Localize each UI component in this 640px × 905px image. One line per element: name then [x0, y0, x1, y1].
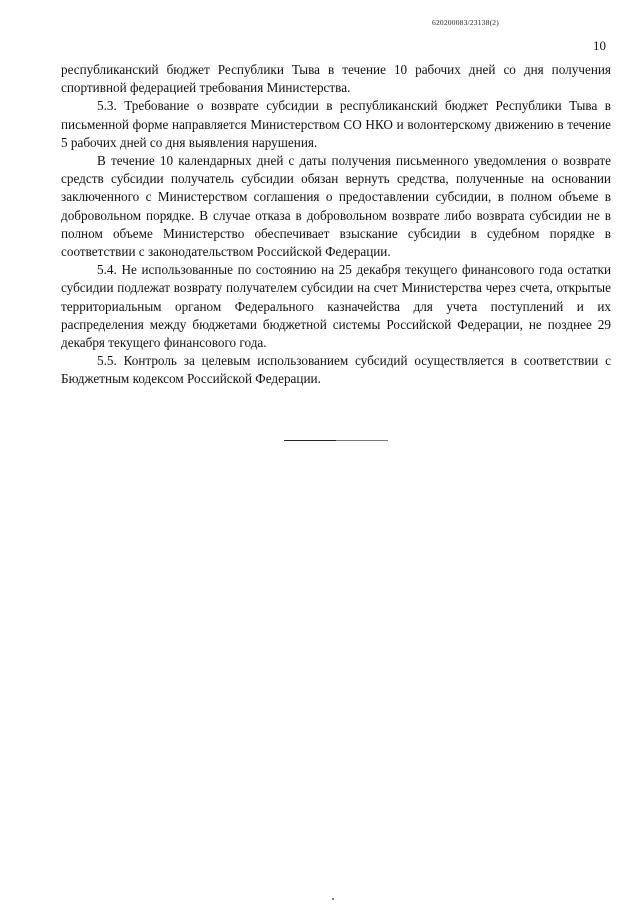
end-of-document-rule [284, 440, 388, 441]
document-body [61, 61, 611, 389]
document-id: 620200083/23138(2) [432, 18, 499, 27]
page-number: 10 [593, 38, 606, 53]
paragraph-5-3: 5.3. Требование о возврате субсидии в республиканский бюджет Республики Тыва в письменной форме направляется Министерством СО НКО и волонтерскому движению в течение 5 рабочих дней со дня выявления нарушения. [61, 98, 611, 150]
scan-artifact-dot [332, 898, 334, 900]
paragraph-5-4: 5.4. Не использованные по состоянию на 25 декабря текущего финансового года остатки субсидии подлежат возврату получателем субсидии на счет Министерства через счета, открытые территориальным органом Федерального казначейства для учета поступлений и их распределения между бюджетами бюджетной системы Российской Федерации, не позднее 29 декабря текущего финансового года. [61, 262, 611, 351]
paragraph-continuation: республиканский бюджет Республики Тыва в течение 10 рабочих дней со дня получения спортивной федерацией требования Министерства. [61, 62, 611, 96]
paragraph-5-5: 5.5. Контроль за целевым использованием субсидий осуществляется в соответствии с Бюджетным кодексом Российской Федерации. [61, 353, 611, 387]
paragraph-return-procedure: В течение 10 календарных дней с даты получения письменного уведомления о возврате средств субсидии получатель субсидии обязан вернуть средства, полученные на основании заключенного с Министерством соглашения о предоставлении субсидии, в полном объеме в добровольном порядке. В случае отказа в добровольном возврате либо возврата субсидии не в полном объеме Министерство обеспечивает взыскание субсидии в судебном порядке в соответствии с законодательством Российской Федерации. [61, 153, 611, 260]
